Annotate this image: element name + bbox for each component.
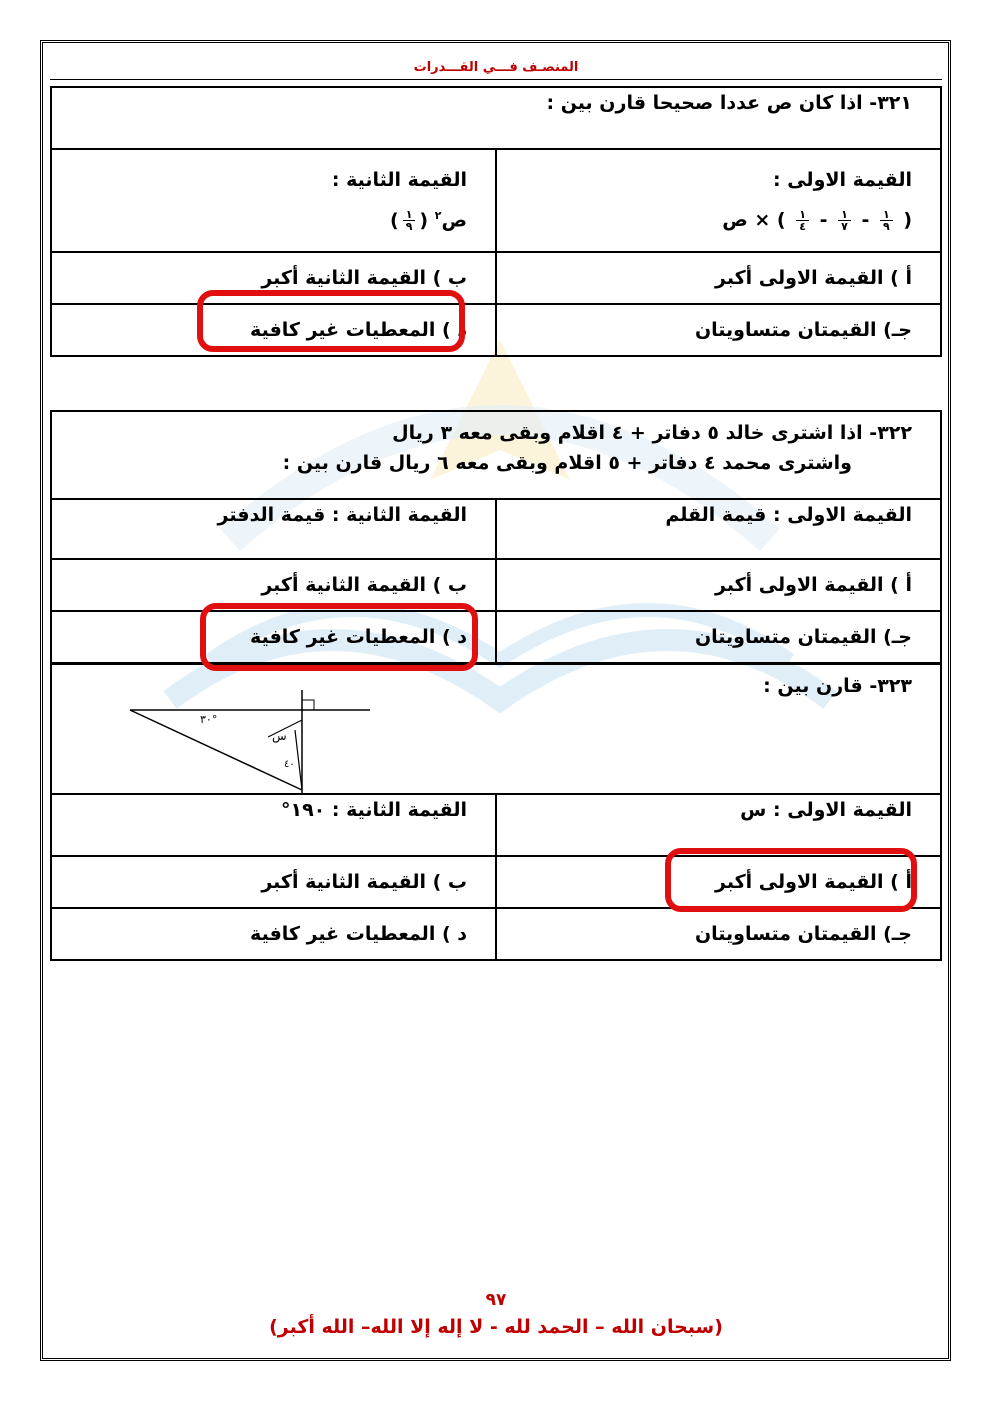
q321-option-c: جـ) القيمتان متساويتان	[496, 304, 941, 356]
q321-second-value	[51, 149, 496, 252]
page-header: المنصـف فـــي القـــدرات	[413, 60, 579, 75]
angle-40-label: ٤٠	[284, 759, 295, 770]
answer-marker-322	[200, 603, 478, 671]
q322-line-1: ٣٢٢- اذا اشترى خالد ٥ دفاتر + ٤ اقلام وبقى معه ٣ ريال	[392, 422, 912, 444]
angle-x-label: س	[272, 729, 287, 743]
angle-diagram	[120, 685, 380, 795]
header-divider	[50, 79, 942, 80]
fraction-1-9: ١ ٩	[880, 209, 893, 232]
q323-first-value: القيمة الاولى : س	[496, 794, 941, 856]
fraction-1-9b: ١ ٩	[403, 209, 416, 232]
answer-marker-321	[197, 290, 465, 352]
q321-second-expression: ص$^٢$ ( ١ ٩ )	[390, 208, 467, 234]
q321-first-expression: ( ١ ٩ - ١ ٧ - ١ ٤ ) × ص	[722, 208, 912, 233]
fraction-1-7: ١ ٧	[838, 209, 851, 232]
q323-option-a: أ ) القيمة الاولى أكبر	[496, 856, 941, 908]
q321-option-b: ب ) القيمة الثانية أكبر	[51, 252, 496, 304]
angle-ray	[295, 730, 302, 790]
q323-option-d: د ) المعطيات غير كافية	[51, 908, 496, 960]
q322-first-value: القيمة الاولى : قيمة القلم	[496, 499, 941, 559]
q322-second-value: القيمة الثانية : قيمة الدفتر	[51, 499, 496, 559]
right-angle-mark	[302, 700, 314, 710]
q322-option-c: جـ) القيمتان متساويتان	[496, 611, 941, 663]
q323-second-value: القيمة الثانية : ١٩٠°	[51, 794, 496, 856]
fraction-1-4: ١ ٤	[796, 209, 809, 232]
q321-first-label: القيمة الاولى :	[773, 169, 912, 191]
page-footer: (سبحان الله – الحمد لله - لا إله إلا الله– الله أكبر)	[269, 1316, 723, 1338]
question-321-text: ٣٢١- اذا كان ص عددا صحيحا قارن بين :	[51, 87, 941, 149]
q322-option-a: أ ) القيمة الاولى أكبر	[496, 559, 941, 611]
page-number: ٩٧	[485, 1290, 507, 1310]
question-323-text: ٣٢٣- قارن بين :	[51, 664, 941, 794]
q322-line-2: واشترى محمد ٤ دفاتر + ٥ اقلام وبقى معه ٦ ريال قارن بين :	[282, 452, 852, 474]
q321-option-d: د ) المعطيات غير كافية	[51, 304, 496, 356]
question-322-table	[50, 410, 942, 664]
q321-option-a: أ ) القيمة الاولى أكبر	[496, 252, 941, 304]
answer-marker-323	[665, 848, 917, 912]
q322-option-b: ب ) القيمة الثانية أكبر	[51, 559, 496, 611]
question-322-text	[51, 411, 941, 499]
q323-option-b: ب ) القيمة الثانية أكبر	[51, 856, 496, 908]
q323-option-c: جـ) القيمتان متساويتان	[496, 908, 941, 960]
q321-first-value	[496, 149, 941, 252]
question-321-table	[50, 86, 942, 357]
q322-option-d: د ) المعطيات غير كافية	[51, 611, 496, 663]
angle-30-label: ٣٠°	[200, 713, 218, 726]
q321-second-label: القيمة الثانية :	[331, 168, 467, 191]
